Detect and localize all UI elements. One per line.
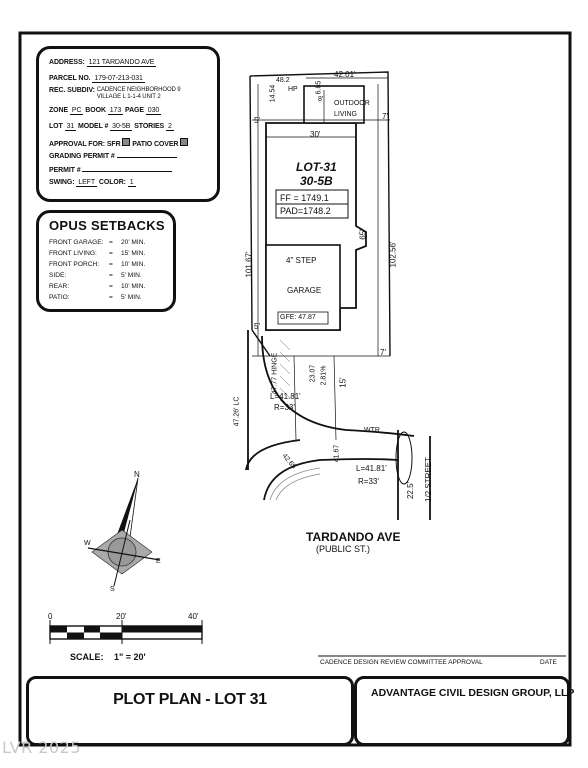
- stories-value: 2: [167, 123, 172, 130]
- book-label: BOOK: [85, 107, 106, 114]
- book-value: 173: [109, 107, 122, 114]
- curve-b-radius: R=33': [358, 477, 379, 486]
- approval-sfr: SFR: [106, 141, 121, 148]
- approval-patio: PATIO COVER: [132, 141, 179, 148]
- address-label: ADDRESS:: [49, 59, 85, 66]
- setback-label: FRONT LIVING:: [49, 250, 97, 257]
- scale-bar: [50, 620, 202, 644]
- lot-value: 31: [66, 123, 75, 130]
- lot-row: [49, 123, 174, 130]
- zone-label: ZONE: [49, 107, 69, 114]
- scale-tick-20: 20': [116, 612, 127, 621]
- dim-15: 15': [338, 377, 348, 388]
- opus-setbacks-box: [36, 210, 176, 312]
- curve-a-radius: R=33': [274, 403, 295, 412]
- permit-label: PERMIT #: [49, 167, 81, 174]
- setback-value: 15' MIN.: [121, 250, 146, 257]
- parcel-label: PARCEL NO.: [49, 75, 91, 82]
- dim-65: 65': [358, 229, 368, 240]
- swing-row: [49, 179, 136, 186]
- dim-2-81: 2.81%: [320, 365, 328, 386]
- dim-7-bottom: 7': [380, 348, 386, 357]
- plot-plan-title: PLOT PLAN - LOT 31: [113, 691, 267, 708]
- dim-8: 8': [318, 96, 324, 103]
- subdivision-line-2: VILLAGE L 1-1-4 UNIT 2: [96, 93, 161, 100]
- dim-22-5: 22.5': [406, 481, 416, 500]
- approval-label: APPROVAL FOR:: [49, 141, 105, 148]
- setback-value: 5' MIN.: [121, 294, 142, 301]
- setback-row: FRONT GARAGE: = 20' MIN.: [49, 239, 146, 246]
- dim-7-top: 7': [382, 112, 388, 121]
- mls-watermark: LVR 2025: [2, 738, 82, 757]
- dim-hp: HP: [288, 86, 298, 93]
- compass-east: E: [156, 558, 161, 565]
- scale-label: [70, 652, 146, 662]
- lot-label: LOT: [49, 123, 63, 130]
- setback-row: FRONT PORCH: = 10' MIN.: [49, 261, 146, 268]
- setback-row: REAR: = 10' MIN.: [49, 283, 146, 290]
- setback-label: PATIO:: [49, 294, 70, 301]
- approval-row: [49, 138, 188, 148]
- setback-label: REAR:: [49, 283, 70, 290]
- setback-value: 10' MIN.: [121, 261, 146, 268]
- page-label: PAGE: [125, 107, 144, 114]
- north-arrow: [88, 478, 160, 586]
- parcel-row: [49, 75, 145, 82]
- dim-30: 30': [310, 130, 321, 139]
- dim-42-65: 42.65: [280, 452, 298, 471]
- curve-b-length: L=41.81': [356, 464, 387, 473]
- zone-row: [49, 107, 161, 114]
- scale-caption: SCALE:: [70, 652, 104, 662]
- compass-north: N: [134, 470, 140, 479]
- sfr-checkbox: [122, 138, 130, 146]
- grading-row: [49, 153, 177, 160]
- model-label: MODEL #: [78, 123, 109, 130]
- outdoor-living-label: OUTDOOR LIVING: [334, 100, 370, 118]
- scale-tick-40: 40': [188, 612, 199, 621]
- model-value: 30-5B: [112, 123, 131, 130]
- committee-approval: CADENCE DESIGN REVIEW COMMITTEE APPROVAL: [320, 659, 483, 666]
- firm-block: [354, 676, 575, 746]
- garage-floor-elevation: GFE: 47.87: [280, 314, 316, 321]
- scale-value: 1" = 20': [114, 652, 146, 662]
- half-street: 1/2 STREET: [423, 457, 433, 502]
- garage-step: 4" STEP: [286, 256, 317, 265]
- address-row: [49, 59, 156, 66]
- dim-hinge: 47.77 HINGE: [271, 352, 279, 395]
- dim-41-67: 41.67: [333, 444, 341, 463]
- firm-name: ADVANTAGE CIVIL DESIGN GROUP, LLP: [371, 687, 575, 699]
- lot-title: LOT-31: [296, 160, 337, 174]
- dim-6-85: 6.85: [315, 80, 323, 95]
- dim-top: 42.01': [334, 70, 356, 79]
- dim-47-26: 47.26' LC: [233, 396, 241, 427]
- setback-label: FRONT PORCH:: [49, 261, 100, 268]
- setback-value: 10' MIN.: [121, 283, 146, 290]
- street-name: TARDANDO AVE: [306, 530, 401, 544]
- parcel-value: 179-07-213-031: [94, 75, 143, 82]
- setback-row: FRONT LIVING: = 15' MIN.: [49, 250, 146, 257]
- setback-row: SIDE: = 5' MIN.: [49, 272, 142, 279]
- swing-value: LEFT: [78, 179, 96, 186]
- title-block: [26, 676, 354, 746]
- subdivision-label: REC. SUBDIV:: [49, 87, 95, 94]
- curve-a-length: L=41.81': [270, 392, 301, 401]
- permit-row: [49, 167, 172, 174]
- property-info-box: [36, 46, 220, 202]
- setback-value: 20' MIN.: [121, 239, 146, 246]
- approval-date: DATE: [540, 659, 557, 666]
- garage-label: GARAGE: [287, 286, 322, 295]
- swing-label: SWING:: [49, 179, 75, 186]
- dim-5-bottom: 5': [254, 322, 260, 331]
- water-label: WTR: [364, 427, 380, 434]
- dim-14: 14.54: [269, 84, 277, 103]
- compass-south: S: [110, 586, 115, 593]
- dim-right: 102.56': [388, 241, 398, 268]
- grading-permit-label: GRADING PERMIT #: [49, 153, 115, 160]
- dim-48: 48.2: [276, 77, 290, 84]
- model-label-plan: 30-5B: [300, 174, 333, 188]
- setback-label: FRONT GARAGE:: [49, 239, 104, 246]
- subdivision-line-1: CADENCE NEIGHBORHOOD 9: [96, 87, 181, 93]
- subdivision-row: [49, 87, 181, 100]
- zone-value: PC: [71, 107, 82, 114]
- setback-row: PATIO: = 5' MIN.: [49, 294, 142, 301]
- street-type: (PUBLIC ST.): [316, 544, 371, 554]
- dim-left: 101.67': [244, 251, 254, 278]
- stories-label: STORIES: [134, 123, 165, 130]
- setback-label: SIDE:: [49, 272, 67, 279]
- dim-5-top: 5': [254, 116, 260, 125]
- compass-west: W: [84, 540, 91, 547]
- page-value: 030: [147, 107, 160, 114]
- color-value: 1: [129, 179, 134, 186]
- address-value: 121 TARDANDO AVE: [88, 59, 155, 66]
- setback-value: 5' MIN.: [121, 272, 142, 279]
- color-label: COLOR:: [98, 179, 126, 186]
- setbacks-title: OPUS SETBACKS: [49, 218, 165, 233]
- scale-tick-0: 0: [48, 612, 53, 621]
- pad-elevation: PAD=1748.2: [280, 206, 331, 216]
- patio-checkbox: [180, 138, 188, 146]
- finish-floor: FF = 1749.1: [280, 193, 329, 203]
- dim-23-07: 23.07: [309, 364, 317, 383]
